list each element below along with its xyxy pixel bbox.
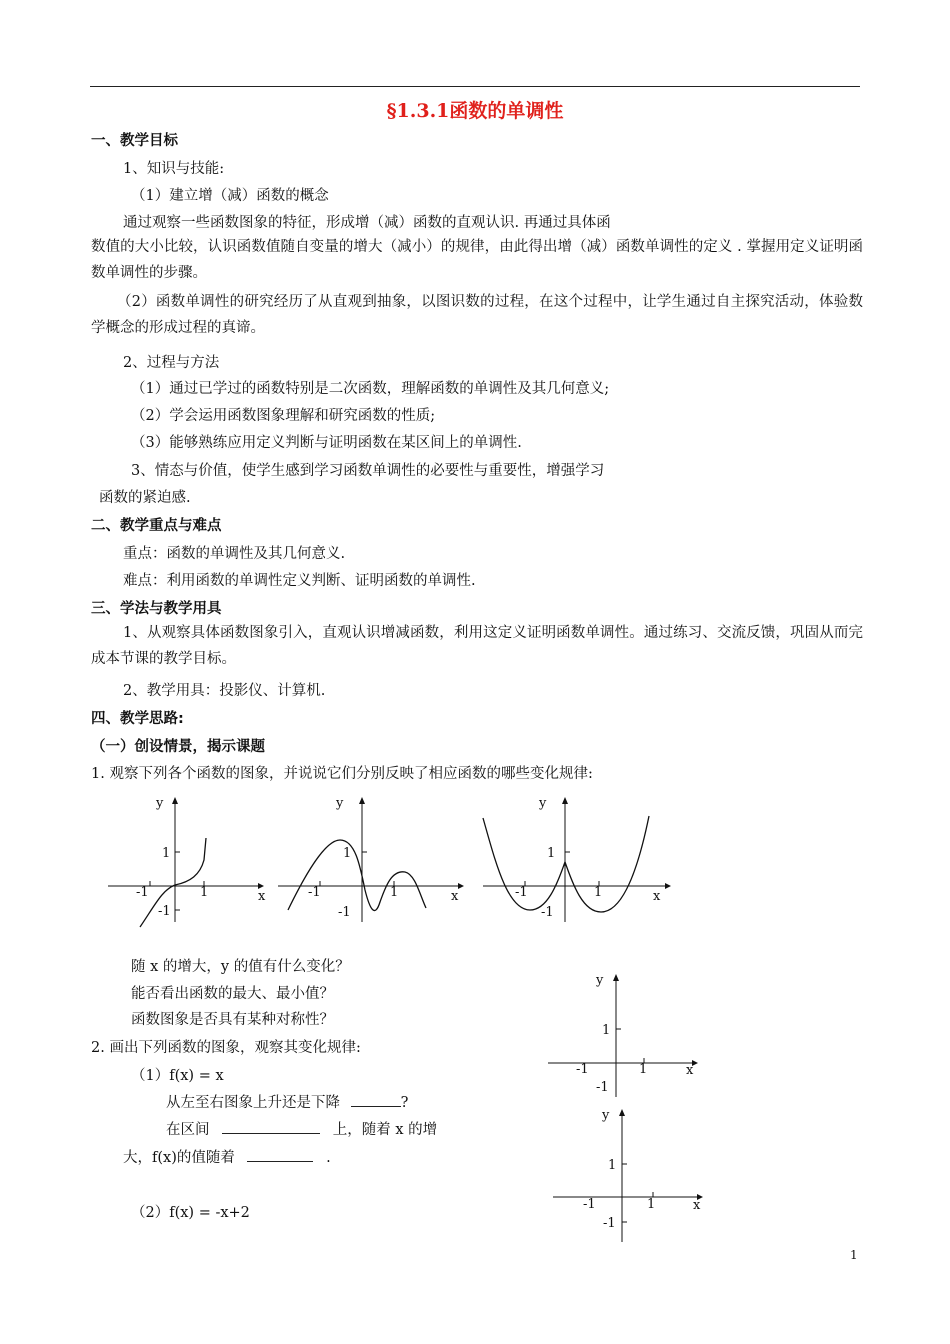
paragraph-2: （2）函数单调性的研究经历了从直观到抽象，以图识数的过程，在这个过程中，让学生通过自主探究活动，体验数学概念的形成过程的真谛。 xyxy=(91,294,863,336)
tick-label-1-x: 1 xyxy=(200,885,209,900)
ask-2: 能否看出函数的最大、最小值？ xyxy=(131,986,334,1002)
tick-label-neg-1: -1 xyxy=(541,905,554,920)
objective-2-1: （1）通过已学过的函数特别是二次函数，理解函数的单调性及其几何意义; xyxy=(131,381,610,397)
tick-label-neg-1-x: -1 xyxy=(576,1062,589,1077)
section-heading-teaching-ideas: 四、教学思路: xyxy=(91,711,184,727)
blank-line-2 xyxy=(166,1118,437,1139)
tick-label-1: 1 xyxy=(602,1023,611,1038)
tick-label-1: 1 xyxy=(547,846,556,861)
tick-label-1-x: 1 xyxy=(639,1062,648,1077)
x-label: x xyxy=(653,889,661,904)
blank-3-post: . xyxy=(326,1150,331,1166)
objective-2-2: （2）学会运用函数图象理解和研究函数的性质; xyxy=(131,408,436,424)
objective-3b: 函数的紧迫感. xyxy=(99,490,191,506)
answer-blank-1[interactable] xyxy=(351,1092,401,1107)
objective-1-1: （1）建立增（减）函数的概念 xyxy=(131,188,329,204)
blank-2-post: 上，随着 x 的增 xyxy=(332,1122,438,1138)
x-label: x xyxy=(451,889,459,904)
x-label: x xyxy=(258,889,266,904)
function-1: （1）f(x) = x xyxy=(131,1068,224,1084)
y-label: y xyxy=(596,973,604,988)
question-2: 2. 画出下列函数的图象，观察其变化规律: xyxy=(91,1040,361,1056)
graph-1 xyxy=(100,790,270,930)
paragraph-1b: 数值的大小比较，认识函数值随自变量的增大（减小）的规律，由此得出增（减）函数单调性的定义 . 掌握用定义证明函数单调性的步骤。 xyxy=(91,239,863,281)
objective-2-3: （3）能够熟练应用定义判断与证明函数在某区间上的单调性. xyxy=(131,435,522,451)
method-paragraph-2: 2、教学用具：投影仪、计算机. xyxy=(123,683,326,699)
x-label: x xyxy=(693,1198,701,1213)
function-2: （2）f(x) = -x+2 xyxy=(131,1205,250,1221)
blank-axes-1 xyxy=(540,965,710,1100)
y-label: y xyxy=(156,796,164,811)
x-axis-arrow-icon xyxy=(665,883,671,889)
tick-label-neg-1: -1 xyxy=(603,1216,616,1231)
y-axis-arrow-icon xyxy=(613,974,619,981)
section-heading-key-points: 二、教学重点与难点 xyxy=(91,518,222,534)
subsection-heading: （一）创设情景，揭示课题 xyxy=(91,739,265,755)
graph-2 xyxy=(270,790,470,930)
curve-3 xyxy=(483,816,649,912)
method-paragraph-1: 1、从观察具体函数图象引入，直观认识增减函数，利用这定义证明函数单调性。通过练习、交流反馈，巩固从而完成本节课的教学目标。 xyxy=(91,625,863,667)
ask-3: 函数图象是否具有某种对称性？ xyxy=(131,1012,334,1028)
answer-blank-2[interactable] xyxy=(222,1119,320,1134)
tick-label-neg-1-x: -1 xyxy=(136,885,149,900)
answer-blank-3[interactable] xyxy=(247,1147,313,1162)
section-heading-objectives: 一、教学目标 xyxy=(91,133,178,149)
graph-3 xyxy=(475,790,675,930)
objective-2: 2、过程与方法 xyxy=(123,355,220,371)
tick-label-1-x: 1 xyxy=(647,1197,656,1212)
blank-axes-2 xyxy=(545,1100,715,1245)
tick-label-1: 1 xyxy=(608,1158,617,1173)
tick-label-neg-1: -1 xyxy=(338,905,351,920)
y-axis-arrow-icon xyxy=(619,1109,625,1116)
y-label: y xyxy=(539,796,547,811)
blank-line-1 xyxy=(166,1091,408,1112)
blank-3-pre: 大，f(x)的值随着 xyxy=(123,1150,235,1166)
objective-1: 1、知识与技能: xyxy=(123,161,225,177)
y-axis-arrow-icon xyxy=(562,797,568,804)
x-label: x xyxy=(686,1063,694,1078)
x-axis-arrow-icon xyxy=(458,883,464,889)
y-label: y xyxy=(336,796,344,811)
ask-1: 随 x 的增大，y 的值有什么变化？ xyxy=(131,959,350,975)
blank-2-pre: 在区间 xyxy=(166,1122,210,1138)
section-heading-methods: 三、学法与教学用具 xyxy=(91,601,222,617)
question-1: 1. 观察下列各个函数的图象，并说说它们分别反映了相应函数的哪些变化规律: xyxy=(91,766,593,782)
tick-label-1-x: 1 xyxy=(390,885,399,900)
blank-line-3 xyxy=(123,1146,331,1167)
tick-label-neg-1-x: -1 xyxy=(308,885,321,900)
header-rule xyxy=(90,86,860,87)
blank-1-end: ? xyxy=(400,1095,409,1111)
paragraph-1a: 通过观察一些函数图象的特征，形成增（减）函数的直观认识. 再通过具体函 xyxy=(123,215,611,231)
page-title: §1.3.1函数的单调性 xyxy=(386,100,564,122)
tick-label-neg-1-x: -1 xyxy=(515,885,528,900)
y-axis-arrow-icon xyxy=(172,797,178,804)
y-label: y xyxy=(602,1108,610,1123)
page-number: 1 xyxy=(850,1248,858,1262)
tick-label-1: 1 xyxy=(343,846,352,861)
tick-label-1-x: 1 xyxy=(594,885,603,900)
key-point: 重点：函数的单调性及其几何意义. xyxy=(123,546,346,562)
tick-label-1: 1 xyxy=(162,846,171,861)
difficult-point: 难点：利用函数的单调性定义判断、证明函数的单调性. xyxy=(123,573,476,589)
y-axis-arrow-icon xyxy=(359,797,365,804)
tick-label-neg-1-x: -1 xyxy=(583,1197,596,1212)
blank-1-text: 从左至右图象上升还是下降 xyxy=(166,1095,340,1111)
tick-label-neg-1: -1 xyxy=(596,1080,609,1095)
tick-label-neg-1: -1 xyxy=(158,904,171,919)
objective-3a: 3、情态与价值，使学生感到学习函数单调性的必要性与重要性，增强学习 xyxy=(131,463,605,479)
